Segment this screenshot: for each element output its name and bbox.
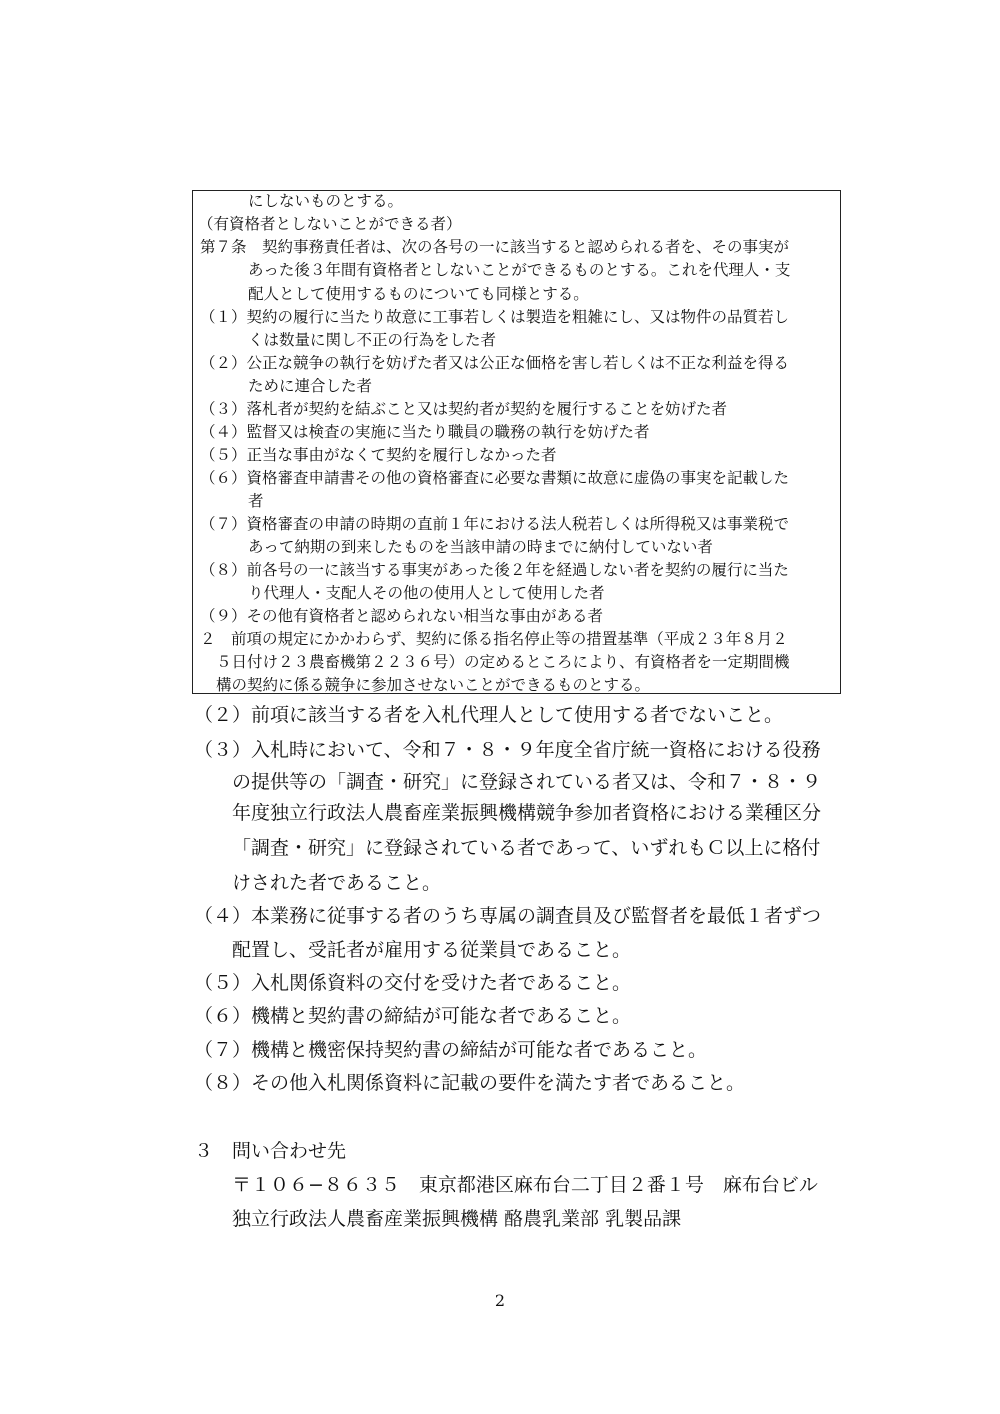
regulation-item-8: （８）前各号の一に該当する事実があった後２年を経過しない者を契約の履行に当た: [200, 561, 789, 579]
requirement-item-6: （６）機構と契約書の締結が可能な者であること。: [194, 1005, 632, 1027]
paragraph2-line: ２ 前項の規定にかかわらず、契約に係る指名停止等の措置基準（平成２３年８月２: [200, 630, 788, 648]
regulation-item-5: （５）正当な事由がなくて契約を履行しなかった者: [200, 446, 557, 464]
regulation-continuation: にしないものとする。: [248, 192, 404, 210]
regulation-item-2: （２）公正な競争の執行を妨げた者又は公正な価格を害し若しくは不正な利益を得る: [200, 354, 790, 372]
regulation-item-6: （６）資格審査申請書その他の資格審査に必要な書類に故意に虚偽の事実を記載した: [200, 469, 790, 487]
regulation-item-2-cont: ために連合した者: [248, 377, 373, 395]
requirement-item-3: （３）入札時において、令和７・８・９年度全省庁統一資格における役務: [194, 739, 821, 761]
regulation-item-3: （３）落札者が契約を結ぶこと又は契約者が契約を履行することを妨げた者: [200, 400, 728, 418]
requirement-item-7: （７）機構と機密保持契約書の締結が可能な者であること。: [194, 1039, 708, 1061]
requirement-item-3-cont: の提供等の「調査・研究」に登録されている者又は、令和７・８・９: [232, 771, 822, 793]
requirement-item-3-cont: けされた者であること。: [232, 872, 442, 894]
regulation-item-6-cont: 者: [248, 492, 264, 510]
requirement-item-2: （２）前項に該当する者を入札代理人として使用する者でないこと。: [194, 704, 784, 726]
article7-text-line: あった後３年間有資格者としないことができるものとする。これを代理人・支: [248, 261, 791, 279]
regulation-item-9: （９）その他有資格者と認められない相当な事由がある者: [200, 607, 604, 625]
regulation-item-7: （７）資格審査の申請の時期の直前１年における法人税若しくは所得税又は事業税で: [200, 515, 790, 533]
contact-heading: ３ 問い合わせ先: [194, 1140, 347, 1162]
requirement-item-5: （５）入札関係資料の交付を受けた者であること。: [194, 972, 632, 994]
regulation-item-1: （１）契約の履行に当たり故意に工事若しくは製造を粗雑にし、又は物件の品質若し: [200, 308, 790, 326]
contact-department: 独立行政法人農畜産業振興機構 酪農乳業部 乳製品課: [232, 1208, 682, 1230]
article7-text-line: 配人として使用するものについても同様とする。: [248, 285, 589, 303]
requirement-item-3-cont: 「調査・研究」に登録されている者であって、いずれもＣ以上に格付: [232, 837, 821, 859]
requirement-item-8: （８）その他入札関係資料に記載の要件を満たす者であること。: [194, 1072, 746, 1094]
regulation-item-4: （４）監督又は検査の実施に当たり職員の職務の執行を妨げた者: [200, 423, 650, 441]
regulation-item-8-cont: り代理人・支配人その他の使用人として使用した者: [248, 584, 605, 602]
paragraph2-line: 構の契約に係る競争に参加させないことができるものとする。: [216, 676, 651, 694]
article7-heading: （有資格者としないことができる者）: [198, 215, 462, 233]
regulation-item-1-cont: くは数量に関し不正の行為をした者: [248, 331, 497, 349]
contact-address: 〒１０６−８６３５ 東京都港区麻布台二丁目２番１号 麻布台ビル: [232, 1174, 818, 1196]
page-number: 2: [494, 1291, 506, 1310]
paragraph2-line: ５日付け２３農畜機第２２３６号）の定めるところにより、有資格者を一定期間機: [216, 653, 790, 671]
regulation-item-7-cont: あって納期の到来したものを当該申請の時までに納付していない者: [248, 538, 713, 556]
requirement-item-4-cont: 配置し、受託者が雇用する従業員であること。: [232, 939, 632, 961]
article7-text-line: 第７条 契約事務責任者は、次の各号の一に該当すると認められる者を、その事実が: [200, 238, 790, 256]
requirement-item-3-cont: 年度独立行政法人農畜産業振興機構競争参加者資格における業種区分: [232, 802, 822, 824]
requirement-item-4: （４）本業務に従事する者のうち専属の調査員及び監督者を最低１者ずつ: [194, 905, 822, 927]
